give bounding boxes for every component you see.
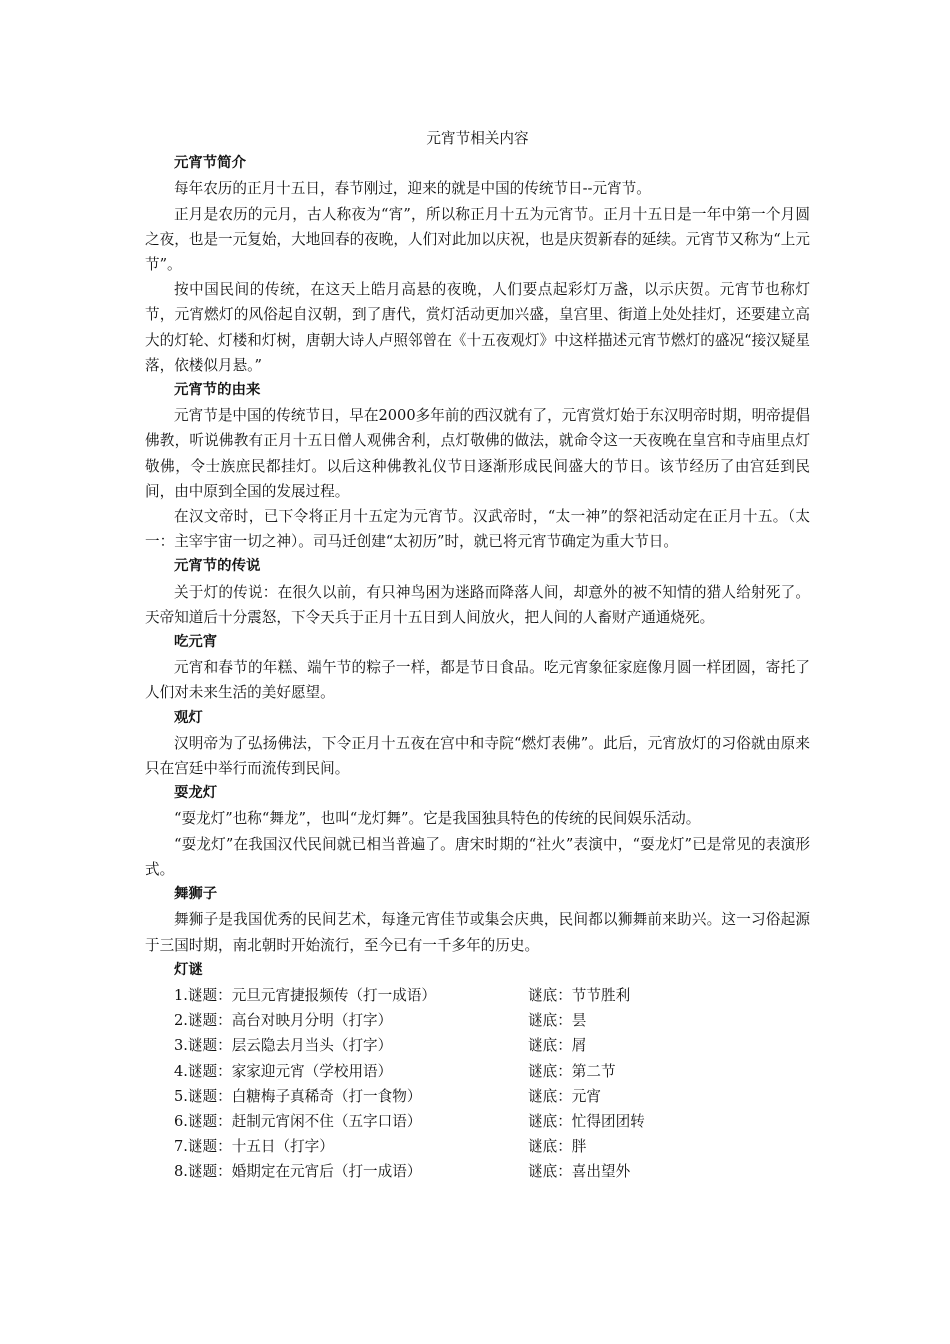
paragraph: 在汉文帝时，已下令将正月十五定为元宵节。汉武帝时，“太一神”的祭祀活动定在正月十五。（太一：主宰宇宙一切之神）。司马迁创建“太初历”时，就已将元宵节确定为重大节日。 [145, 508, 810, 551]
riddle-answer: 谜底：胖 [528, 1138, 587, 1156]
paragraph: 每年农历的正月十五日，春节刚过，迎来的就是中国的传统节日--元宵节。 [174, 180, 651, 198]
heading-origin: 元宵节的由来 [174, 382, 261, 399]
paragraph: 元宵节是中国的传统节日，早在2000多年前的西汉就有了，元宵赏灯始于东汉明帝时期，明帝提倡佛教，听说佛教有正月十五日僧人观佛舍利，点灯敬佛的做法，就命令这一天夜晚在皇宫和寺庙里点灯敬佛，令士族庶民都挂灯。以后这种佛教礼仪节日逐渐形成民间盛大的节日。该节经历了由宫廷到民间，由中原到全国的发展过程。 [145, 407, 810, 500]
riddle-row [145, 1059, 810, 1084]
riddle-row [145, 1084, 810, 1109]
document-title: 元宵节相关内容 [426, 130, 529, 147]
paragraph: “耍龙灯”在我国汉代民间就已相当普遍了。唐宋时期的“社火”表演中，“耍龙灯”已是常见的表演形式。 [145, 835, 810, 878]
riddle-question: 2.谜题：高台对映月分明（打字） [174, 1012, 393, 1030]
riddle-row [145, 983, 810, 1008]
riddle-row [145, 1033, 810, 1058]
riddle-answer: 谜底：忙得团团转 [528, 1112, 645, 1130]
paragraph: 关于灯的传说：在很久以前，有只神鸟困为迷路而降落人间，却意外的被不知情的猎人给射死了。天帝知道后十分震怒，下令天兵于正月十五日到人间放火，把人间的人畜财产通通烧死。 [145, 583, 810, 626]
riddle-question: 6.谜题：赶制元宵闲不住（五字口语） [174, 1112, 422, 1130]
riddle-question: 7.谜题：十五日（打字） [174, 1138, 334, 1156]
paragraph: 舞狮子是我国优秀的民间艺术，每逢元宵佳节或集会庆典，民间都以狮舞前来助兴。这一习俗起源于三国时期，南北朝时开始流行，至今已有一千多年的历史。 [145, 911, 810, 954]
paragraph: “耍龙灯”也称“舞龙”，也叫“龙灯舞”。它是我国独具特色的传统的民间娱乐活动。 [174, 810, 701, 828]
heading-intro: 元宵节简介 [174, 155, 246, 172]
riddle-question: 1.谜题：元旦元宵捷报频传（打一成语） [174, 986, 437, 1004]
riddle-answer: 谜底：节节胜利 [528, 986, 631, 1004]
paragraph: 正月是农历的元月，古人称夜为“宵”，所以称正月十五为元宵节。正月十五日是一年中第一个月圆之夜，也是一元复始，大地回春的夜晚，人们对此加以庆祝，也是庆贺新春的延续。元宵节又称为“上元节”。 [145, 205, 810, 274]
riddle-answer: 谜底：第二节 [528, 1062, 616, 1080]
riddle-answer: 谜底：元宵 [528, 1087, 601, 1105]
paragraph: 元宵和春节的年糕、端午节的粽子一样，都是节日食品。吃元宵象征家庭像月圆一样团圆，寄托了人们对未来生活的美好愿望。 [145, 659, 810, 702]
riddle-row [145, 1109, 810, 1134]
riddle-question: 5.谜题：白糖梅子真稀奇（打一食物） [174, 1087, 422, 1105]
riddle-answer: 谜底：喜出望外 [528, 1163, 631, 1181]
riddle-answer: 谜底：昙 [528, 1012, 587, 1030]
paragraph: 按中国民间的传统，在这天上皓月高悬的夜晚，人们要点起彩灯万盏，以示庆贺。元宵节也称灯节，元宵燃灯的风俗起自汉朝，到了唐代，赏灯活动更加兴盛，皇宫里、街道上处处挂灯，还要建立高大的灯轮、灯楼和灯树，唐朝大诗人卢照邻曾在《十五夜观灯》中这样描述元宵节燃灯的盛况“接汉疑星落，依楼似月悬。” [145, 281, 810, 374]
riddle-row [145, 1134, 810, 1159]
document-page [145, 126, 810, 1185]
heading-riddles: 灯谜 [174, 961, 203, 978]
heading-dragon-dance: 耍龙灯 [174, 785, 218, 802]
heading-legend: 元宵节的传说 [174, 558, 261, 575]
riddle-question: 4.谜题：家家迎元宵（学校用语） [174, 1062, 393, 1080]
riddle-answer: 谜底：屑 [528, 1037, 587, 1055]
paragraph: 汉明帝为了弘扬佛法，下令正月十五夜在宫中和寺院“燃灯表佛”。此后，元宵放灯的习俗就由原来只在宫廷中举行而流传到民间。 [145, 734, 810, 778]
riddle-list [145, 983, 810, 1185]
heading-eat-yuanxiao: 吃元宵 [174, 634, 218, 651]
riddle-row [145, 1008, 810, 1033]
heading-lion-dance: 舞狮子 [174, 886, 218, 903]
riddle-row [145, 1159, 810, 1184]
riddle-question: 8.谜题：婚期定在元宵后（打一成语） [174, 1163, 422, 1181]
heading-lantern-viewing: 观灯 [174, 709, 203, 726]
riddle-question: 3.谜题：层云隐去月当头（打字） [174, 1037, 393, 1055]
